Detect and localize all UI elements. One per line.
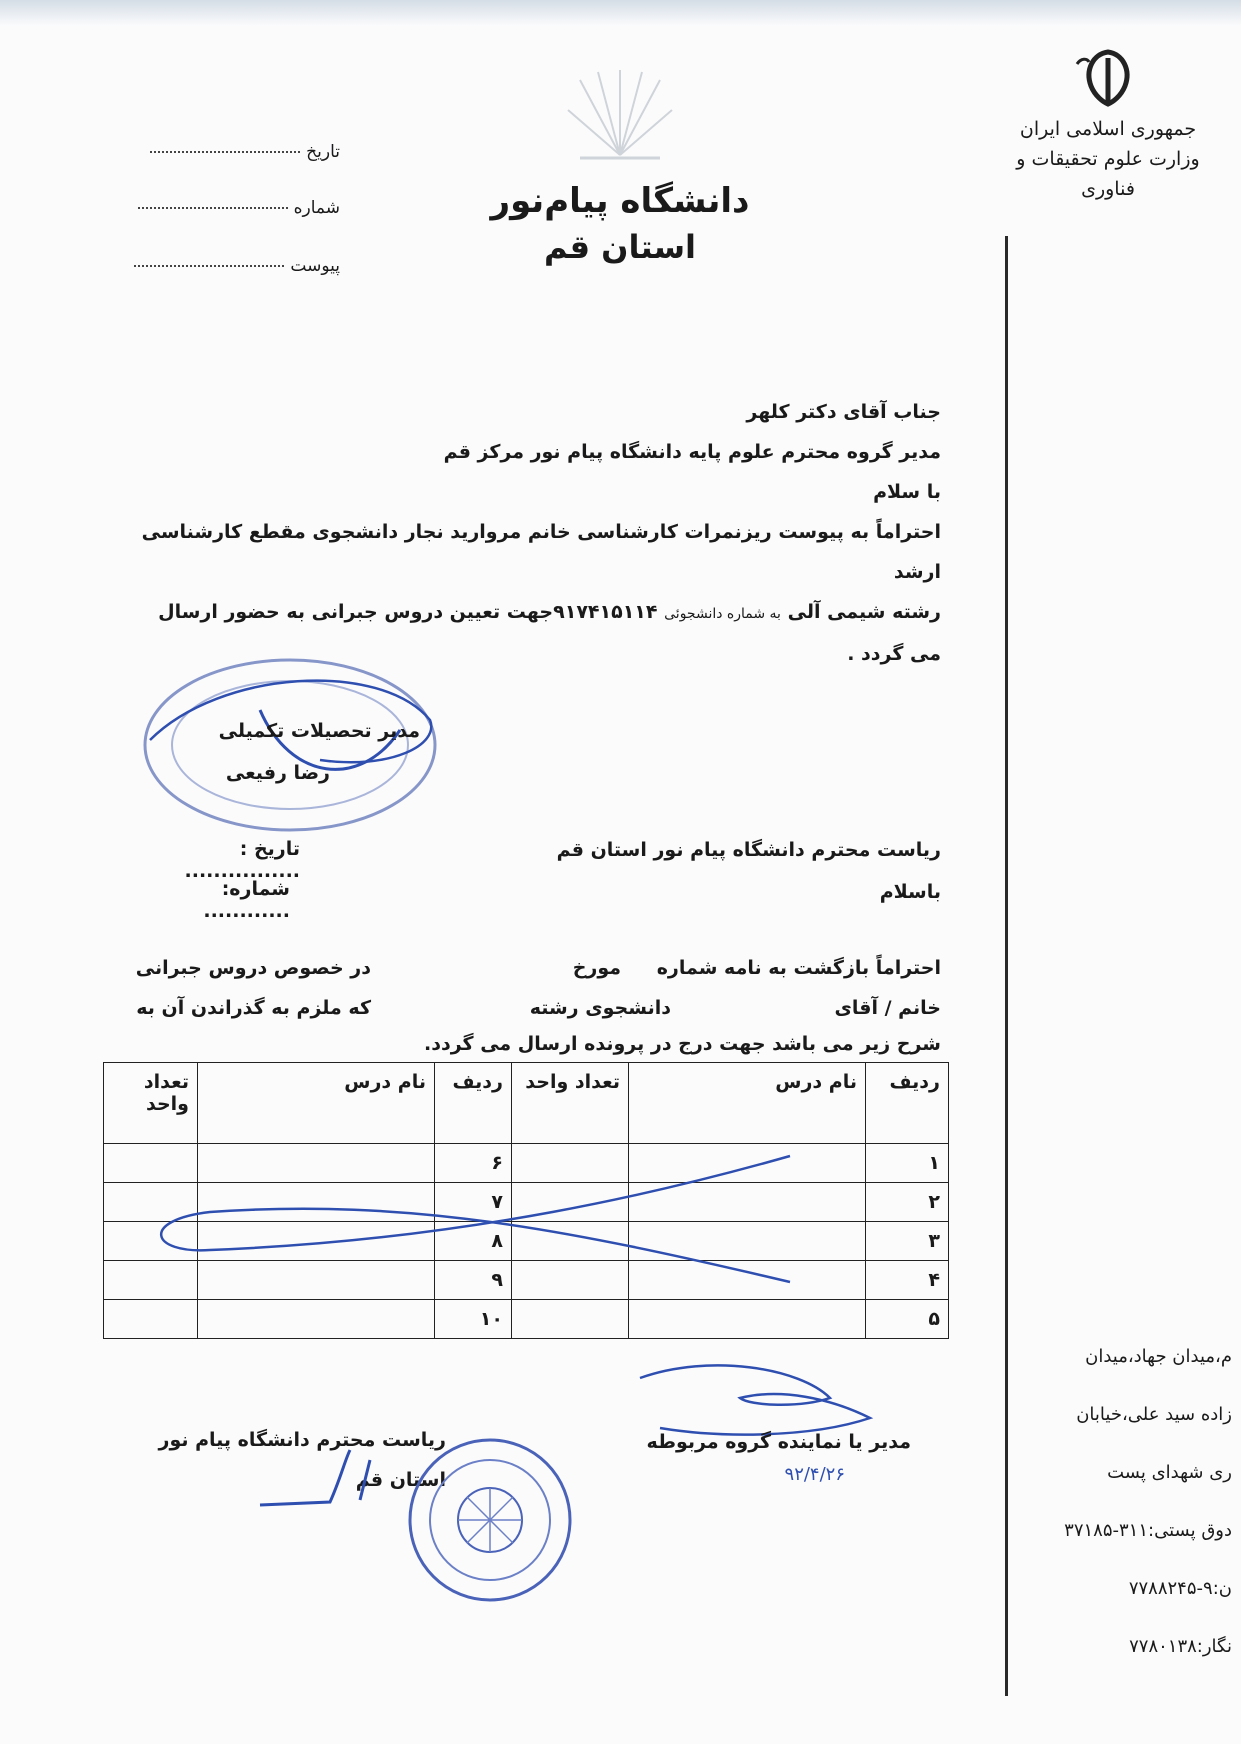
- letter2-addressee: ریاست محترم دانشگاه پیام نور استان قم: [556, 839, 941, 861]
- letter2-line2-mid: دانشجوی رشته: [529, 997, 671, 1019]
- col-header-course-2: نام درس: [198, 1063, 435, 1144]
- margin-divider: [1005, 236, 1008, 1696]
- table-cross-out-mark: [150, 1150, 800, 1300]
- letter1-para-line2: [111, 592, 941, 634]
- cell: ۱۰: [435, 1300, 512, 1339]
- side-line-3: ری شهدای پست: [1107, 1462, 1232, 1483]
- scan-edge: [0, 0, 1241, 26]
- ministry-header: [1013, 44, 1203, 204]
- cell: [512, 1300, 629, 1339]
- side-line-1: م،میدان جهاد،میدان: [1085, 1346, 1232, 1367]
- side-line-5: ن:۹-۷۷۸۸۲۴۵: [1128, 1578, 1232, 1599]
- cell: ۲: [866, 1183, 949, 1222]
- date-line: [90, 142, 340, 162]
- number-dots: [138, 207, 288, 209]
- letter-1: [111, 392, 941, 674]
- university-logo-icon: [560, 60, 680, 170]
- stamp1-title: مدیر تحصیلات تکمیلی: [218, 720, 420, 742]
- president-label: ریاست محترم دانشگاه پیام نور استان قم: [158, 1429, 446, 1491]
- cell: ۴: [866, 1261, 949, 1300]
- letter1-para-line3: می گردد .: [847, 643, 941, 665]
- cell: ۵: [866, 1300, 949, 1339]
- iran-emblem-icon: [1063, 44, 1153, 114]
- letter1-addressee: جناب آقای دکتر کلهر: [746, 401, 941, 423]
- cell: ۶: [435, 1144, 512, 1183]
- number-line: [90, 198, 340, 218]
- date-label: تاریخ: [306, 142, 340, 162]
- letter1-student-id: ۹۱۷۴۱۵۱۱۴جهت تعیین دروس جبرانی به حضور ارسال: [158, 601, 658, 623]
- cell: [198, 1300, 435, 1339]
- university-name: دانشگاه پیام‌نور: [490, 181, 750, 221]
- date-dots: [150, 151, 300, 153]
- cell: ۱: [866, 1144, 949, 1183]
- emblem-line-2: وزارت علوم تحقیقات و فناوری: [1016, 148, 1200, 200]
- cell: [629, 1300, 866, 1339]
- letter1-greeting: با سلام: [873, 481, 941, 503]
- stamp1-date: تاریخ : ................: [184, 838, 300, 882]
- group-rep-date: ۹۲/۴/۲۶: [784, 1464, 845, 1485]
- side-address: [1012, 1328, 1232, 1676]
- graduate-office-stamp: [140, 650, 450, 840]
- side-line-4: دوق پستی:۳۱۱-۳۷۱۸۵: [1064, 1520, 1232, 1541]
- emblem-line-1: جمهوری اسلامی ایران: [1019, 118, 1197, 140]
- letter2-line1-mid: مورخ: [572, 957, 621, 979]
- letter1-field: رشته شیمی آلی: [787, 601, 941, 623]
- letter2-line2-right: خانم / آقای: [834, 997, 941, 1019]
- group-rep-label: مدیر یا نماینده گروه مربوطه: [646, 1431, 911, 1453]
- attachment-dots: [134, 265, 284, 267]
- letter1-role: مدیر گروه محترم علوم پایه دانشگاه پیام نور مرکز قم: [443, 441, 941, 463]
- number-label: شماره: [293, 198, 340, 218]
- col-header-units: تعداد واحد: [512, 1063, 629, 1144]
- side-line-2: زاده سید علی،خیابان: [1076, 1404, 1232, 1425]
- president-signature: [250, 1440, 400, 1530]
- cell: ۳: [866, 1222, 949, 1261]
- letter1-para-line1: احتراماً به پیوست ریزنمرات کارشناسی خانم مروارید نجار دانشجوی مقطع کارشناسی ارشد: [141, 521, 941, 583]
- letter1-student-id-label: به شماره دانشجوئی: [664, 606, 781, 622]
- province-name: استان قم: [543, 228, 696, 266]
- side-line-6: نگار:۷۷۸۰۱۳۸: [1129, 1636, 1232, 1657]
- col-header-row-no-2: ردیف: [435, 1063, 512, 1144]
- stamp1-name: رضا رفیعی: [225, 762, 330, 784]
- letter2-line1-left: در خصوص دروس جبرانی: [135, 957, 371, 979]
- col-header-course: نام درس: [629, 1063, 866, 1144]
- university-seal-stamp: [400, 1430, 580, 1610]
- cell: ۹: [435, 1261, 512, 1300]
- attachment-label: پیوست: [290, 256, 340, 276]
- stamp1-number: شماره: ............: [203, 878, 290, 922]
- letter2-line1-right: احتراماً بازگشت به نامه شماره: [656, 957, 941, 979]
- letter2-line2-left: که ملزم به گذراندن آن به: [136, 997, 371, 1019]
- attachment-line: [90, 256, 340, 276]
- letter2-greeting: باسلام: [879, 881, 941, 903]
- cell: ۷: [435, 1183, 512, 1222]
- col-header-units-2: تعداد واحد: [104, 1063, 198, 1144]
- table-header-row: [104, 1063, 949, 1144]
- letter2-line3: شرح زیر می باشد جهت درج در پرونده ارسال می گردد.: [424, 1033, 941, 1055]
- cell: ۸: [435, 1222, 512, 1261]
- col-header-row-no: ردیف: [866, 1063, 949, 1144]
- cell: [104, 1300, 198, 1339]
- university-header: [420, 60, 820, 270]
- table-row: [104, 1300, 949, 1339]
